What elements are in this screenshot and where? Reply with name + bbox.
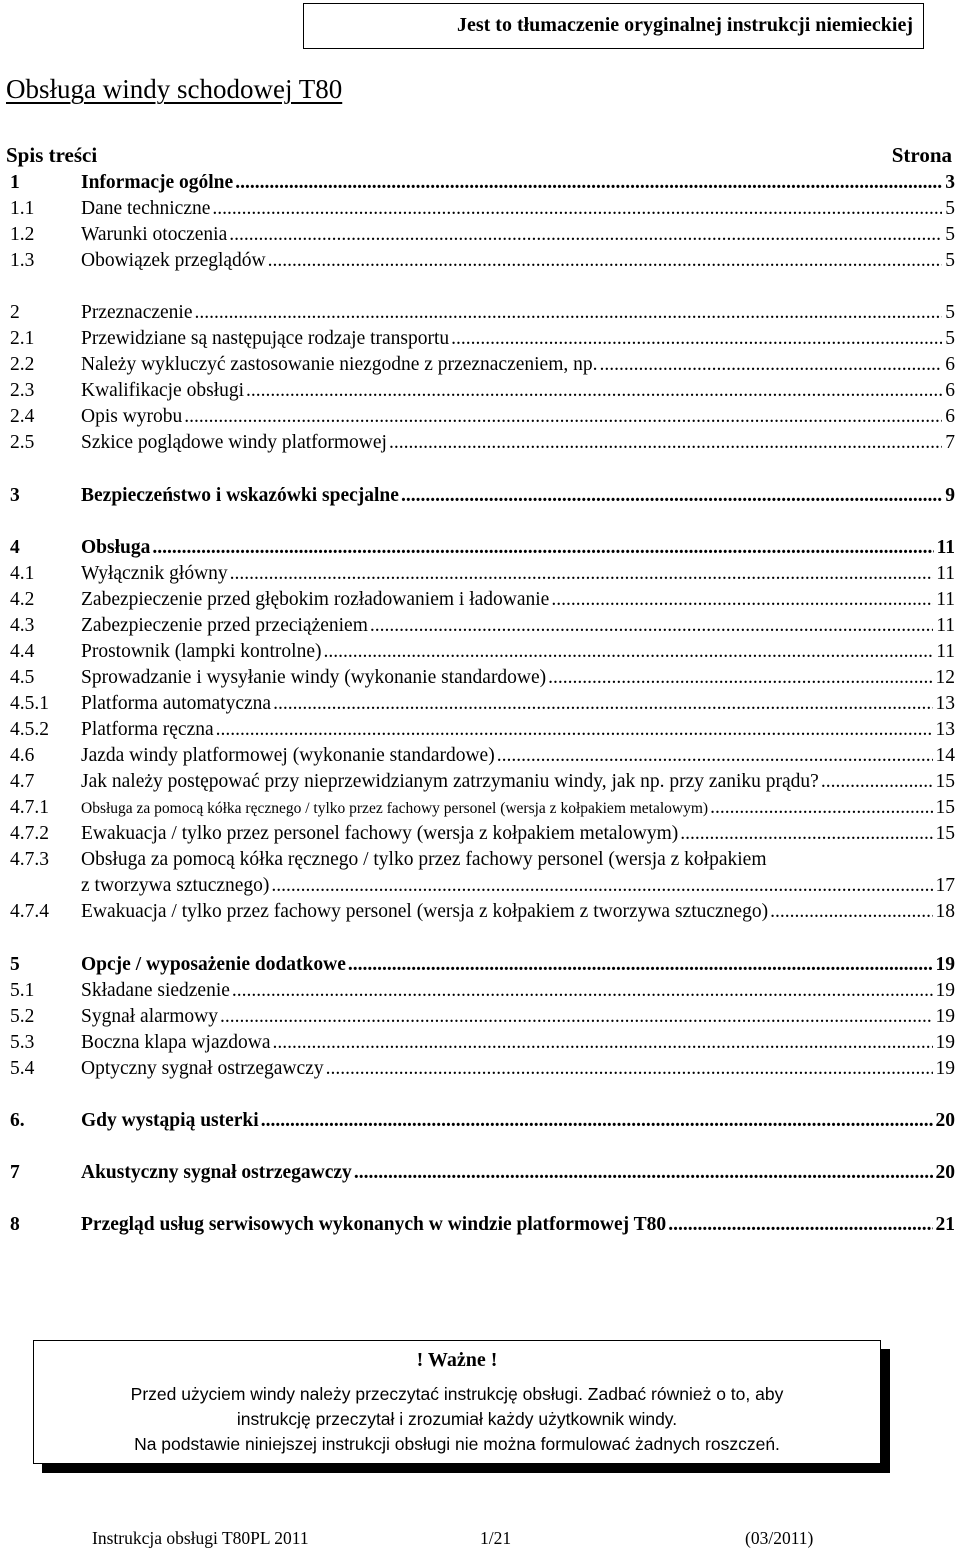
toc-entry-title: Obsługa za pomocą kółka ręcznego / tylko przez fachowy personel (wersja z kołpakiem [81,849,767,870]
toc-entry-page: 18 [935,901,955,922]
toc-leader-dots [268,248,943,274]
toc-entry-page: 5 [945,328,955,349]
toc-entry-number: 2.5 [10,432,35,453]
toc-entry-number: 6. [10,1110,25,1131]
toc-entry-page: 11 [936,615,955,636]
toc-entry-page: 15 [935,823,955,844]
toc-entry-title: Składane siedzenie [81,980,230,1001]
toc-entry-title: Prostownik (lampki kontrolne) [81,641,322,662]
toc-entry [0,1030,960,1056]
toc-entry [0,952,960,978]
toc-entry [0,691,960,717]
toc-leader-dots [497,743,933,769]
toc-entry-number: 5.2 [10,1006,35,1027]
toc-heading-left: Spis treści [6,143,98,167]
toc-leader-dots [551,587,933,613]
toc-entry-title: Gdy wystąpią usterki [81,1110,259,1131]
toc-entry-title: Informacje ogólne [81,172,234,193]
toc-leader-dots [680,821,932,847]
toc-entry-line [81,952,955,978]
toc-leader-dots [821,769,933,795]
toc-entry-line [81,1030,955,1056]
toc-entry-title: Należy wykluczyć zastosowanie niezgodne z przeznaczeniem, np. [81,354,598,375]
toc-entry-line [81,483,955,509]
toc-entry [0,821,960,847]
toc-entry-line [81,1056,955,1082]
toc-entry-line [81,847,955,873]
toc-entry-title: Przegląd usług serwisowych wykonanych w windzie platformowej T80 [81,1214,667,1235]
toc-entry-title: Sygnał alarmowy [81,1006,219,1027]
toc-entry-line [81,587,955,613]
toc-entry [0,665,960,691]
toc-leader-dots [389,430,942,456]
notice-text [34,1382,880,1457]
toc-entry-title: Obsługa [81,537,151,558]
toc-entry-number: 4.7 [10,771,35,792]
toc-entry-number: 4.7.1 [10,797,49,818]
toc-entry [0,222,960,248]
toc-entry-line [81,300,955,326]
toc-entry-number: 1 [10,172,20,193]
toc-leader-dots [710,795,932,821]
toc-entry-number: 4.3 [10,615,35,636]
toc-entry-page: 11 [936,641,955,662]
toc-entry-page: 11 [936,537,955,558]
toc-entry-line [81,717,955,743]
toc-heading [6,143,952,168]
toc-entry-number: 4 [10,537,20,558]
toc-entry [0,639,960,665]
toc-entry-number: 3 [10,485,20,506]
toc-entry-title: Jak należy postępować przy nieprzewidzianym zatrzymaniu windy, jak np. przy zaniku prądu? [81,771,819,792]
toc-entry-line [81,326,955,352]
toc-entry-page: 19 [935,1058,955,1079]
toc-entry-number: 7 [10,1162,20,1183]
toc-entry-number: 5.4 [10,1058,35,1079]
toc-entry-number: 1.2 [10,224,35,245]
toc-entry [0,300,960,326]
toc-entry [0,1056,960,1082]
toc-entry [0,404,960,430]
toc-leader-dots [232,978,933,1004]
toc-leader-dots [195,300,943,326]
toc-leader-dots [548,665,932,691]
toc-leader-dots [273,1030,933,1056]
toc-entry-title: Wyłącznik główny [81,563,228,584]
toc-entry-page: 6 [945,380,955,401]
toc-entry [0,978,960,1004]
toc-leader-dots [273,691,932,717]
toc-entry-page: 21 [935,1214,955,1235]
toc-entry [0,378,960,404]
toc-entry [0,196,960,222]
toc-entry-number: 4.1 [10,563,35,584]
toc-leader-dots [323,639,933,665]
toc-entry-line [81,665,955,691]
toc-entry [0,430,960,456]
footer-document: Instrukcja obsługi T80PL 2011 [92,1528,309,1548]
toc-entry-page: 17 [935,875,955,896]
toc-entry-number: 5.3 [10,1032,35,1053]
toc-entry-title: Obowiązek przeglądów [81,250,266,271]
toc-entry [0,535,960,561]
toc-entry-number: 2.4 [10,406,35,427]
toc-entry [0,613,960,639]
toc-entry [0,170,960,196]
toc-entry-page: 5 [945,198,955,219]
toc-leader-dots [600,352,943,378]
toc-entry-page: 15 [935,771,955,792]
toc-entry-line [81,1004,955,1030]
toc-entry-line [81,639,955,665]
toc-leader-dots [230,561,934,587]
toc-leader-dots [326,1056,933,1082]
toc-entry-line [81,821,955,847]
toc-leader-dots [261,1108,933,1134]
toc-entry-title: Ewakuacja / tylko przez fachowy personel (wersja z kołpakiem z tworzywa sztucznego) [81,901,769,922]
toc-entry-line [81,535,955,561]
toc-entry-line [81,613,955,639]
toc-entry-page: 20 [935,1110,955,1131]
toc-entry-line [81,170,955,196]
toc-entry-line [81,248,955,274]
toc-leader-dots [152,535,933,561]
toc-entry [0,847,960,873]
translation-note-box [303,3,924,49]
toc-entry-page: 19 [935,1032,955,1053]
toc-entry-title: Warunki otoczenia [81,224,228,245]
toc-entry-page: 11 [936,589,955,610]
toc-leader-dots [354,1160,933,1186]
toc-leader-dots [348,952,933,978]
toc-entry-page: 3 [945,172,955,193]
toc-entry-line [81,691,955,717]
toc-entry [0,899,960,925]
toc-entry-number: 1.3 [10,250,35,271]
toc-entry-number: 1.1 [10,198,35,219]
toc-entry-page: 7 [945,432,955,453]
toc-entry-line [81,561,955,587]
toc-entry-page: 19 [935,980,955,1001]
toc-entry-line [81,430,955,456]
toc-entry-title: Kwalifikacje obsługi [81,380,244,401]
toc-entry-number: 8 [10,1214,20,1235]
toc-entry-number: 4.5 [10,667,35,688]
toc-leader-dots [271,873,932,899]
toc-entry-line [81,378,955,404]
toc-entry-title: Obsługa za pomocą kółka ręcznego / tylko przez fachowy personel (wersja z kołpakiem metalowym) [81,800,709,817]
toc-leader-dots [229,222,942,248]
toc-entry [0,587,960,613]
toc-entry-page: 6 [945,354,955,375]
toc-entry-number: 4.7.3 [10,849,49,870]
toc-entry-page: 14 [935,745,955,766]
toc-entry-line [81,795,955,822]
toc-entry-title: Boczna klapa wjazdowa [81,1032,271,1053]
toc-entry-title: Sprowadzanie i wysyłanie windy (wykonanie standardowe) [81,667,547,688]
toc-entry-title: Ewakuacja / tylko przez personel fachowy (wersja z kołpakiem metalowym) [81,823,679,844]
toc-entry-number: 4.5.1 [10,693,49,714]
toc-entry-title: Zabezpieczenie przed głębokim rozładowaniem i ładowanie [81,589,550,610]
toc-entry-page: 12 [935,667,955,688]
toc-leader-dots [216,717,933,743]
toc-entry [0,717,960,743]
toc-entry-line [81,978,955,1004]
toc-leader-dots [246,378,942,404]
notice-line: instrukcję przeczytał i zrozumiał każdy użytkownik windy. [236,1409,678,1429]
toc-entry-page: 19 [935,1006,955,1027]
toc-entry [0,352,960,378]
toc-entry-title: Optyczny sygnał ostrzegawczy [81,1058,324,1079]
toc-entry-line [81,743,955,769]
toc-entry-number: 4.7.4 [10,901,49,922]
toc-entry-number: 4.4 [10,641,35,662]
document-title: Obsługa windy schodowej T80 [6,74,343,104]
toc-heading-right: Strona [891,143,952,167]
toc-entry [0,795,960,821]
toc-leader-dots [451,326,942,352]
toc-entry [0,1160,960,1186]
toc-entry-number: 4.2 [10,589,35,610]
toc-entry-title: Opcje / wyposażenie dodatkowe [81,954,346,975]
toc-entry [0,1212,960,1238]
toc-entry [0,873,960,899]
toc-entry [0,326,960,352]
toc-entry-line [81,1160,955,1186]
toc-entry-title: Zabezpieczenie przed przeciążeniem [81,615,368,636]
toc-entry [0,1004,960,1030]
notice-line: Na podstawie niniejszej instrukcji obsługi nie można formulować żadnych roszczeń. [134,1434,780,1454]
toc-entry-title: Opis wyrobu [81,406,183,427]
translation-note: Jest to tłumaczenie oryginalnej instrukcji niemieckiej [456,14,913,36]
toc-entry-page: 13 [935,693,955,714]
toc-entry-page: 9 [945,485,955,506]
toc-entry-title: Szkice poglądowe windy platformowej [81,432,387,453]
toc-entry-title: Akustyczny sygnał ostrzegawczy [81,1162,352,1183]
toc-entry-page: 15 [935,797,955,818]
toc-leader-dots [220,1004,932,1030]
toc-leader-dots [770,899,932,925]
toc-entry-number: 4.5.2 [10,719,49,740]
toc-entry-line [81,222,955,248]
toc-entry-number: 4.7.2 [10,823,49,844]
toc-entry [0,483,960,509]
toc-entry-title: Jazda windy platformowej (wykonanie standardowe) [81,745,495,766]
toc-leader-dots [212,196,942,222]
notice-title: ! Ważne ! [416,1349,498,1371]
toc-entry-line [81,769,955,795]
important-notice-box [33,1340,881,1464]
toc-entry-number: 2.2 [10,354,35,375]
toc-entry-line [81,1108,955,1134]
toc-leader-dots [370,613,933,639]
toc-entry-title: Dane techniczne [81,198,211,219]
toc-entry-title: Przewidziane są następujące rodzaje transportu [81,328,450,349]
toc-leader-dots [668,1212,932,1238]
toc-entry-number: 2 [10,302,20,323]
toc-entry-page: 20 [935,1162,955,1183]
toc-entry-page: 5 [945,302,955,323]
toc-entry [0,769,960,795]
footer-page-number: 1/21 [480,1528,512,1548]
footer-date: (03/2011) [745,1528,814,1548]
toc-entry [0,248,960,274]
toc-entry-line [81,196,955,222]
toc-entry-page: 13 [935,719,955,740]
toc-leader-dots [184,404,942,430]
toc-entry-number: 2.3 [10,380,35,401]
toc-entry-number: 4.6 [10,745,35,766]
toc-entry-line [81,899,955,925]
toc-entry-page: 6 [945,406,955,427]
toc-entry-page: 11 [936,563,955,584]
toc-leader-dots [235,170,942,196]
toc-entry-line [81,404,955,430]
toc-entry-page: 5 [945,250,955,271]
toc-entry-title: Platforma ręczna [81,719,214,740]
toc-entry-title: Przeznaczenie [81,302,193,323]
toc-leader-dots [401,483,942,509]
toc-entry-number: 2.1 [10,328,35,349]
toc-entry-number: 5.1 [10,980,35,1001]
toc-entry-line [81,352,955,378]
toc-entry-number: 5 [10,954,20,975]
toc-entry [0,1108,960,1134]
toc-entry-page: 19 [935,954,955,975]
notice-line: Przed użyciem windy należy przeczytać instrukcję obsługi. Zadbać również o to, aby [130,1384,784,1404]
toc-entry-title: Bezpieczeństwo i wskazówki specjalne [81,485,399,506]
toc-entry-title: Platforma automatyczna [81,693,272,714]
toc-entry [0,743,960,769]
toc-entry-page: 5 [945,224,955,245]
toc-entry-line [81,873,955,899]
toc-entry [0,561,960,587]
toc-entry-title: z tworzywa sztucznego) [81,875,270,896]
toc-entry-line [81,1212,955,1238]
